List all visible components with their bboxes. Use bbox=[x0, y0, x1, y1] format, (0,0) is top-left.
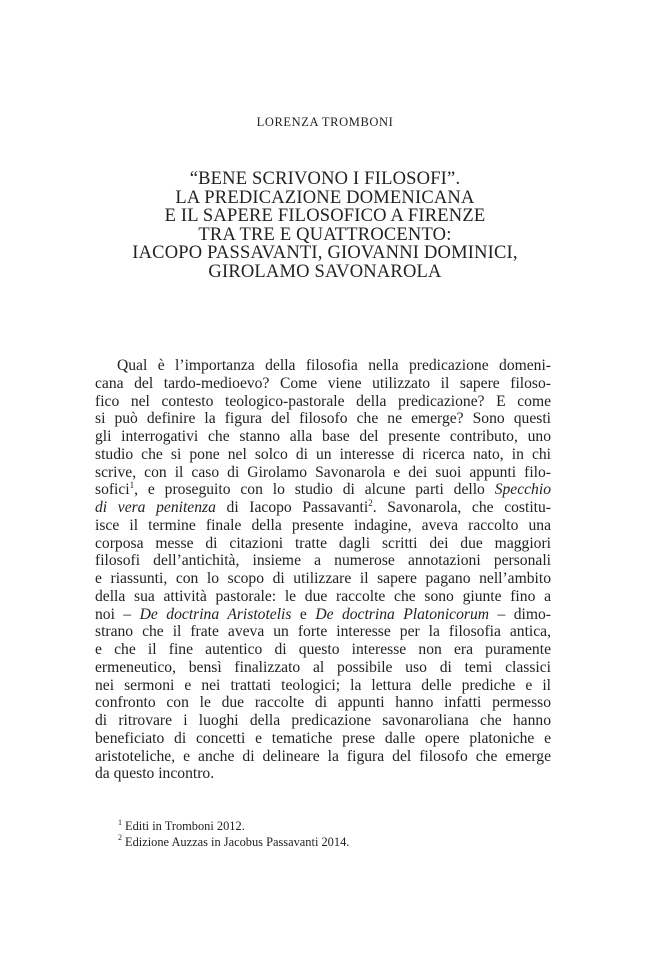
footnote-number: 1 bbox=[118, 817, 122, 827]
body-paragraph bbox=[95, 357, 551, 783]
footnote-ref[interactable]: 1 bbox=[129, 480, 135, 491]
title-line: IACOPO PASSAVANTI, GIOVANNI DOMINICI, bbox=[132, 243, 518, 263]
title-line: GIROLAMO SAVONAROLA bbox=[208, 261, 442, 282]
text-line: scrive, con il caso di Girolamo Savonarola e dei suoi appunti filo- bbox=[95, 463, 551, 481]
footnote-text: Edizione Auzzas in Jacobus Passavanti 2014. bbox=[125, 834, 350, 849]
footnote-ref[interactable]: 2 bbox=[368, 497, 373, 508]
footnote-text: Editi in Tromboni 2012. bbox=[125, 819, 245, 833]
text-run: , e proseguito con lo studio di alcune parti dello bbox=[134, 481, 495, 499]
text-line: e che il fine autentico di questo interesse non era puramente bbox=[95, 641, 551, 658]
text-line: di ritrovare i luoghi della predicazione savonaroliana che hanno bbox=[95, 712, 551, 729]
footnotes bbox=[118, 819, 558, 850]
text-run: . Savonarola, che costitu- bbox=[372, 499, 551, 516]
article-title bbox=[60, 170, 590, 281]
footnote bbox=[118, 835, 558, 851]
title-line: TRA TRE E QUATTROCENTO: bbox=[198, 224, 452, 245]
text-line: cana del tardo-medioevo? Come viene utilizzato il sapere filoso- bbox=[95, 374, 551, 392]
book-title: di vera penitenza bbox=[95, 499, 216, 516]
text-line: Qual è l’importanza della filosofia nella predicazione domeni- bbox=[117, 357, 551, 374]
text-line bbox=[95, 499, 551, 517]
text-line: corposa messe di citazioni tratte dagli scritti dei due maggiori bbox=[95, 534, 551, 552]
text-line: si può definire la figura del filosofo che ne emerge? Sono questi bbox=[95, 410, 551, 428]
text-run: – dimo- bbox=[489, 605, 552, 623]
title-line: LA PREDICAZIONE DOMENICANA bbox=[175, 187, 475, 208]
footnote-number: 2 bbox=[118, 833, 122, 843]
text-line: da questo incontro. bbox=[95, 765, 215, 783]
title-line: “BENE SCRIVONO I FILOSOFI”. bbox=[189, 169, 461, 189]
text-run: di Iacopo Passavanti bbox=[215, 499, 369, 516]
text-line: studio che si pone nel solco di un interesse di ricerca nato, in chi bbox=[95, 445, 551, 463]
text-line: ermeneutico, bensì finalizzato al possibile uso di temi classici bbox=[95, 658, 551, 676]
footnote bbox=[118, 819, 558, 835]
author-name: LORENZA TROMBONI bbox=[256, 115, 394, 129]
text-line: nei sermoni e nei trattati teologici; la lettura delle prediche e il bbox=[95, 676, 551, 694]
text-run: e bbox=[291, 605, 316, 623]
text-line: aristoteliche, e anche di delineare la figura del filosofo che emerge bbox=[95, 747, 551, 765]
text-line: confronto con le due raccolte di appunti hanno infatti permesso bbox=[95, 694, 551, 712]
text-line: isce il termine finale della presente indagine, aveva raccolto una bbox=[95, 516, 551, 534]
book-title: Specchio bbox=[494, 481, 551, 499]
text-run: noi – bbox=[95, 605, 140, 623]
book-title: De doctrina Platonicorum bbox=[315, 605, 490, 623]
text-run: sofici bbox=[95, 481, 130, 499]
text-line: gli interrogativi che stanno alla base del presente contributo, uno bbox=[95, 428, 551, 445]
text-line: beneficiato di concetti e tematiche prese dalle opere platoniche e bbox=[95, 729, 551, 747]
text-line: filosofi dell’antichità, insieme a numerose annotazioni personali bbox=[95, 552, 551, 570]
text-line: e riassunti, con lo scopo di utilizzare il sapere pagano nell’ambito bbox=[95, 570, 551, 587]
text-line: fico nel contesto teologico-pastorale della predicazione? E come bbox=[95, 392, 551, 410]
text-line: strano che il frate aveva un forte interesse per la filosofia antica, bbox=[95, 623, 551, 641]
book-title: De doctrina Aristotelis bbox=[139, 605, 292, 623]
text-line bbox=[95, 481, 551, 499]
text-line bbox=[95, 606, 551, 624]
text-line: della sua attività pastorale: le due raccolte che sono giunte fino a bbox=[95, 587, 551, 605]
title-line: E IL SAPERE FILOSOFICO A FIRENZE bbox=[164, 206, 486, 226]
